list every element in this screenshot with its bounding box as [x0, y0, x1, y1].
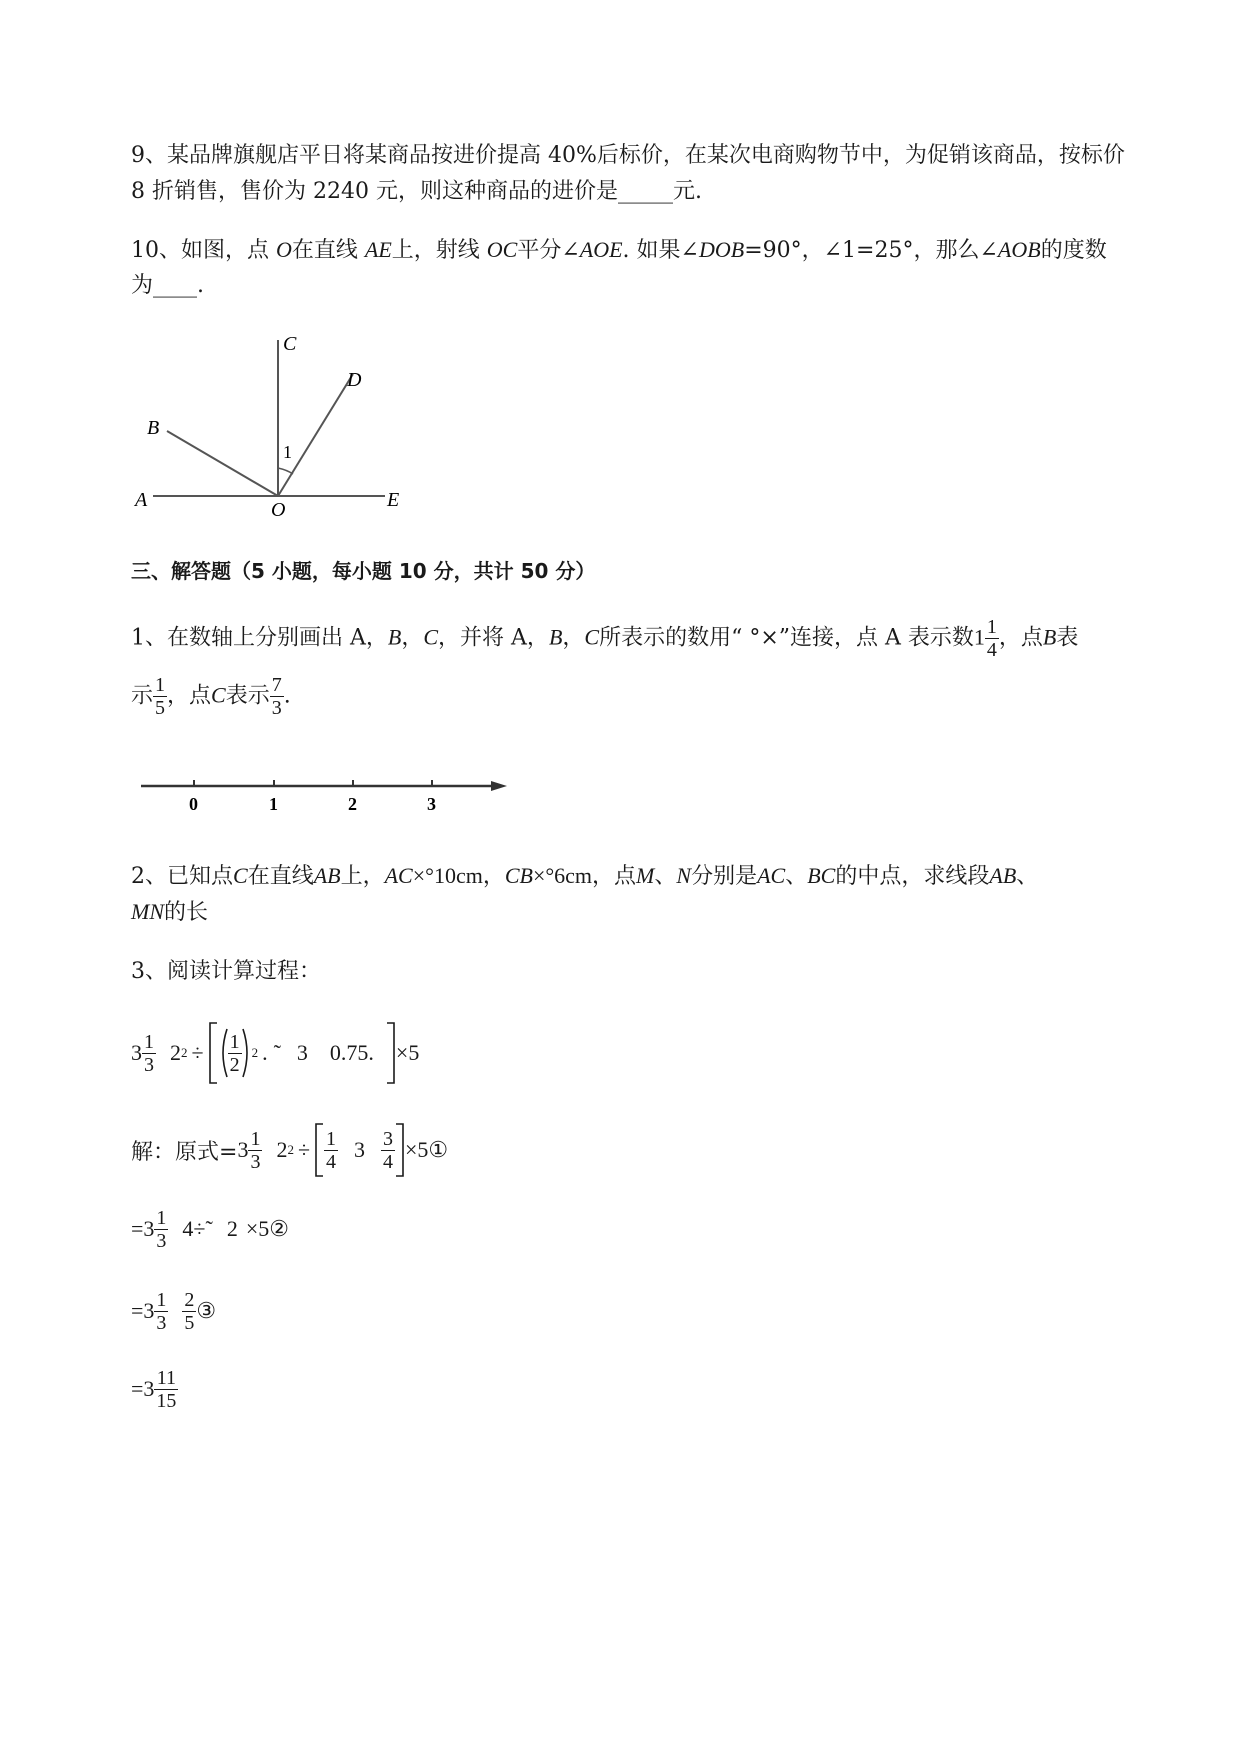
p3-title: 3、阅读计算过程：	[131, 959, 321, 984]
angle-1-label: 1	[283, 442, 292, 462]
label-B: B	[147, 417, 160, 439]
label-A: A	[135, 489, 148, 511]
number-line	[135, 770, 515, 820]
fraction-7-3: $\frac{7}{3}$	[271, 674, 282, 719]
label-O: O	[271, 499, 286, 521]
q10-line2: 为____.	[131, 273, 204, 298]
label-E: E	[387, 489, 400, 511]
q10-line1: 10、如图，点 O在直线 AE上，射线 OC平分∠AOE. 如果∠DOB=90°，∠1=25°，那么∠AOB的度数	[131, 237, 1107, 263]
tick-label-0: 0	[189, 794, 198, 814]
right-bracket	[386, 1021, 396, 1085]
p3-step2: = 3 $\frac{1}{3}$ 4÷˜ 2 ×5②	[131, 1206, 289, 1252]
p2-line2: MN的长	[131, 899, 209, 925]
p3-step1: 解：原式= 3 $\frac{1}{3}$ 2 2 ÷ $\frac{1}{4}$ 3 $\frac{3}{4}$ ×5①	[131, 1120, 448, 1180]
tick-label-3: 3	[427, 794, 436, 814]
angle-figure	[125, 328, 425, 528]
tick-label-1: 1	[269, 794, 278, 814]
number-line-arrow	[491, 781, 507, 791]
section-heading: 三、解答题（5 小题，每小题 10 分，共计 50 分）	[131, 559, 596, 583]
p3-step4: = 3 $\frac{11}{15}$	[131, 1366, 177, 1412]
p1-line1: 1、在数轴上分别画出 A，B，C，并将 A，B，C所表示的数用“ °×”连接，点 A 表示数1 $\frac{1}{4}$ ，点B表	[131, 616, 1079, 661]
p1-line2: 示 $\frac{1}{5}$ ，点C表示 $\frac{7}{3}$ .	[131, 674, 291, 719]
left-paren	[218, 1027, 228, 1079]
p3-step3: = 3 $\frac{1}{3}$ $\frac{2}{5}$ ③	[131, 1288, 217, 1334]
ray-OD	[278, 374, 353, 496]
label-D: D	[347, 369, 362, 391]
q9-line2: 8 折销售，售价为 2240 元，则这种商品的进价是_____元.	[131, 179, 702, 204]
right-paren	[242, 1027, 252, 1079]
left-bracket	[208, 1021, 218, 1085]
q9-line1: 9、某品牌旗舰店平日将某商品按进价提高 40%后标价，在某次电商购物节中，为促销该商品，按标价	[131, 143, 1125, 168]
angle-1-arc	[278, 468, 293, 474]
fraction-1-5: $\frac{1}{5}$	[155, 674, 166, 719]
p2-line1: 2、已知点C在直线AB上，AC×°10cm，CB×°6cm，点M、N分别是AC、BC的中点，求线段AB、	[131, 863, 1039, 889]
label-C: C	[283, 333, 297, 355]
p3-expression: 3 $\frac{1}{3}$ 2 2 ÷ $\frac{1}{2}$ 2 . ˜ 3 0.75 . ×5	[131, 1018, 419, 1088]
ray-OB	[167, 431, 278, 496]
fraction-1-4: $\frac{1}{4}$	[986, 616, 997, 661]
tick-label-2: 2	[348, 794, 357, 814]
